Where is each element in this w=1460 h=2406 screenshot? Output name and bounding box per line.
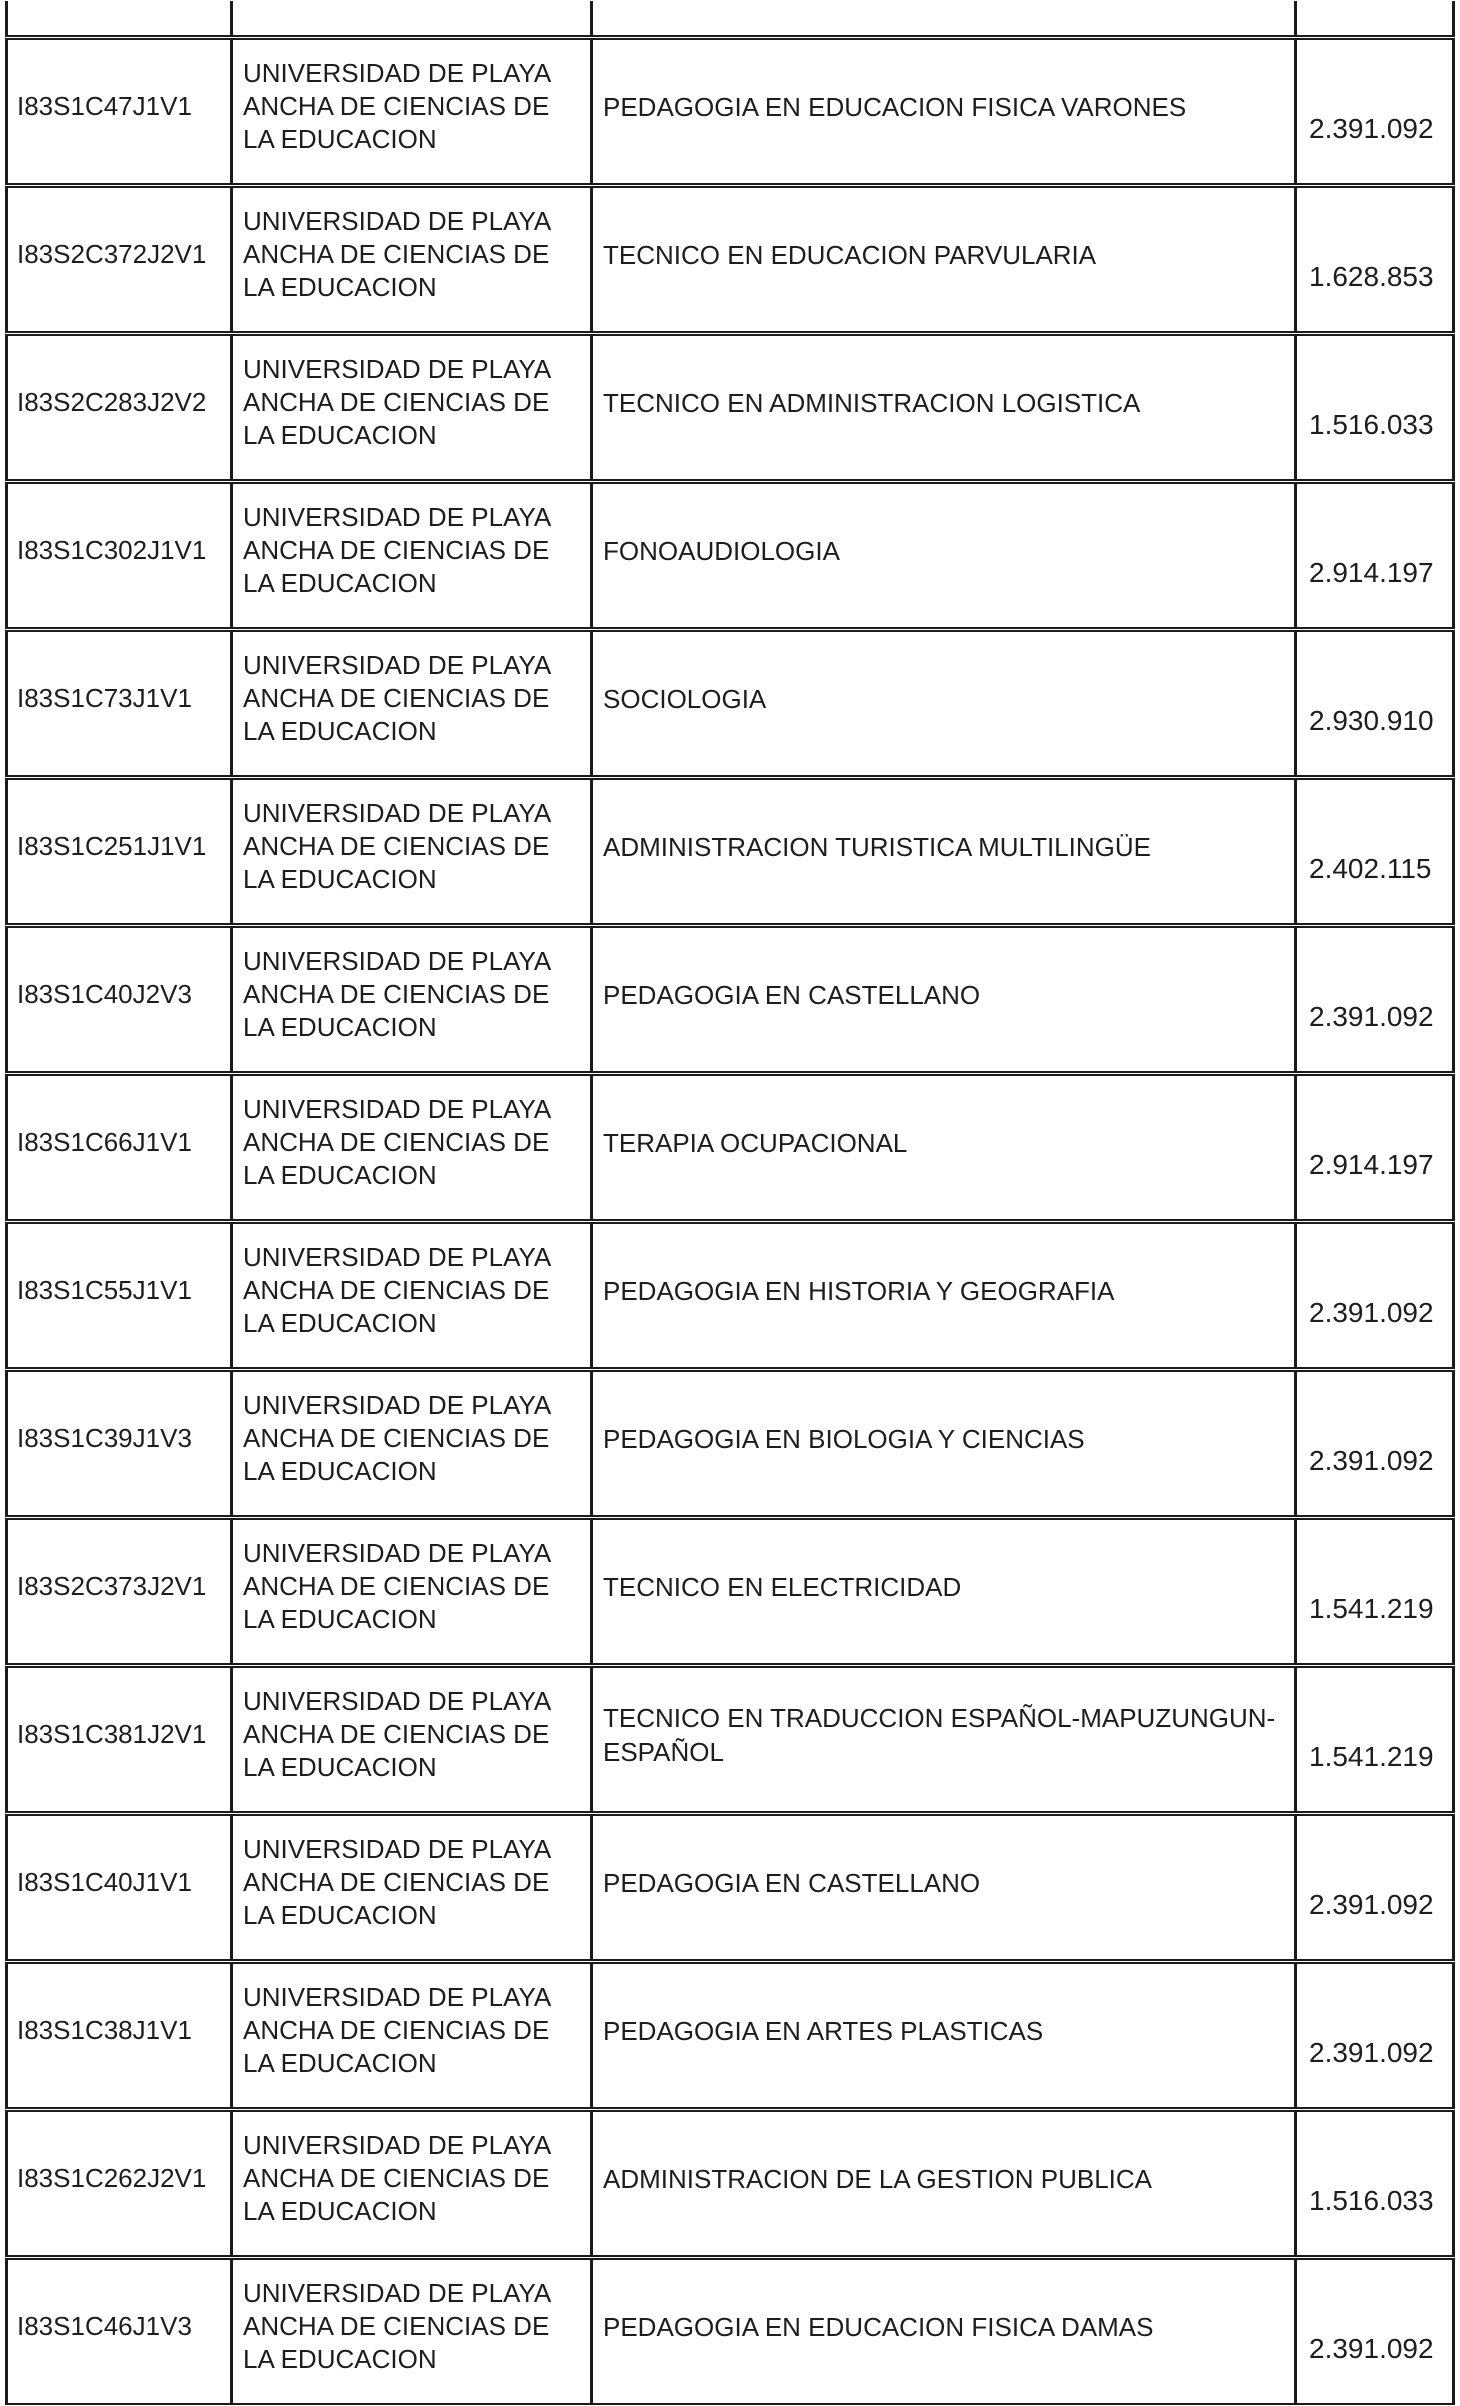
program-text: TERAPIA OCUPACIONAL bbox=[603, 1127, 908, 1158]
code-text: I83S1C40J1V1 bbox=[17, 1867, 192, 1897]
table-row bbox=[5, 1074, 1455, 1221]
amount-text: 1.541.219 bbox=[1309, 1592, 1434, 1624]
program-text: PEDAGOGIA EN CASTELLANO bbox=[603, 979, 981, 1010]
program-cell bbox=[590, 38, 1294, 185]
program-text: PEDAGOGIA EN EDUCACION FISICA DAMAS bbox=[603, 2311, 1154, 2342]
code-cell bbox=[5, 2110, 230, 2257]
amount-text: 1.516.033 bbox=[1309, 408, 1434, 440]
amount-cell bbox=[1294, 1074, 1455, 1221]
program-cell bbox=[590, 630, 1294, 777]
table-body bbox=[5, 1, 1455, 2405]
institution-cell bbox=[230, 926, 590, 1073]
code-text: I83S1C39J1V3 bbox=[17, 1423, 192, 1453]
program-cell bbox=[590, 1222, 1294, 1369]
institution-text: UNIVERSIDAD DE PLAYA ANCHA DE CIENCIAS DE LA EDUCACION bbox=[243, 206, 550, 302]
amount-cell bbox=[1294, 1814, 1455, 1961]
table-row bbox=[5, 1222, 1455, 1369]
code-cell bbox=[5, 38, 230, 185]
institution-text: UNIVERSIDAD DE PLAYA ANCHA DE CIENCIAS DE LA EDUCACION bbox=[243, 2130, 550, 2226]
amount-cell bbox=[1294, 38, 1455, 185]
amount-text: 2.391.092 bbox=[1309, 2332, 1434, 2364]
table-row bbox=[5, 334, 1455, 481]
program-cell bbox=[590, 1, 1294, 37]
amount-text: 2.391.092 bbox=[1309, 1000, 1434, 1032]
program-cell bbox=[590, 926, 1294, 1073]
amount-cell bbox=[1294, 1666, 1455, 1813]
program-text: PEDAGOGIA EN CASTELLANO bbox=[603, 1867, 981, 1898]
program-cell bbox=[590, 1962, 1294, 2109]
institution-cell bbox=[230, 482, 590, 629]
code-cell bbox=[5, 778, 230, 925]
code-text: I83S1C47J1V1 bbox=[17, 91, 192, 121]
institution-cell bbox=[230, 1518, 590, 1665]
table-row bbox=[5, 2258, 1455, 2405]
institution-cell bbox=[230, 1814, 590, 1961]
amount-cell bbox=[1294, 482, 1455, 629]
institution-text: UNIVERSIDAD DE PLAYA ANCHA DE CIENCIAS DE LA EDUCACION bbox=[243, 1538, 550, 1634]
code-text: I83S1C381J2V1 bbox=[17, 1719, 207, 1749]
institution-text: UNIVERSIDAD DE PLAYA ANCHA DE CIENCIAS DE LA EDUCACION bbox=[243, 58, 550, 154]
institution-cell bbox=[230, 630, 590, 777]
table-row bbox=[5, 38, 1455, 185]
amount-text: 2.402.115 bbox=[1309, 852, 1432, 884]
amount-cell bbox=[1294, 926, 1455, 1073]
code-text: I83S1C38J1V1 bbox=[17, 2015, 192, 2045]
program-cell bbox=[590, 1370, 1294, 1517]
amount-text: 2.914.197 bbox=[1309, 556, 1434, 588]
program-text: PEDAGOGIA EN ARTES PLASTICAS bbox=[603, 2015, 1044, 2046]
arancel-table bbox=[5, 0, 1455, 2406]
program-cell bbox=[590, 2258, 1294, 2405]
code-text: I83S2C283J2V2 bbox=[17, 387, 207, 417]
institution-text: UNIVERSIDAD DE PLAYA ANCHA DE CIENCIAS DE LA EDUCACION bbox=[243, 2278, 550, 2374]
program-text: TECNICO EN EDUCACION PARVULARIA bbox=[603, 239, 1097, 270]
amount-text: 2.930.910 bbox=[1309, 704, 1434, 736]
institution-cell bbox=[230, 1222, 590, 1369]
amount-cell bbox=[1294, 2110, 1455, 2257]
institution-cell bbox=[230, 1370, 590, 1517]
institution-cell bbox=[230, 1074, 590, 1221]
code-cell bbox=[5, 1222, 230, 1369]
institution-cell bbox=[230, 2110, 590, 2257]
amount-text: 2.391.092 bbox=[1309, 1296, 1434, 1328]
amount-text: 2.914.197 bbox=[1309, 1148, 1434, 1180]
amount-cell bbox=[1294, 1370, 1455, 1517]
institution-text: UNIVERSIDAD DE PLAYA ANCHA DE CIENCIAS DE LA EDUCACION bbox=[243, 354, 550, 450]
program-cell bbox=[590, 334, 1294, 481]
program-text: ADMINISTRACION DE LA GESTION PUBLICA bbox=[603, 2163, 1152, 2194]
program-cell bbox=[590, 1814, 1294, 1961]
table-row-partial bbox=[5, 1, 1455, 37]
program-cell bbox=[590, 1518, 1294, 1665]
amount-cell bbox=[1294, 1518, 1455, 1665]
code-cell bbox=[5, 1518, 230, 1665]
code-cell bbox=[5, 926, 230, 1073]
program-cell bbox=[590, 186, 1294, 333]
amount-text: 1.516.033 bbox=[1309, 2184, 1434, 2216]
institution-cell bbox=[230, 1666, 590, 1813]
institution-cell bbox=[230, 2258, 590, 2405]
table-row bbox=[5, 1518, 1455, 1665]
table-row bbox=[5, 186, 1455, 333]
table-row bbox=[5, 482, 1455, 629]
code-cell bbox=[5, 1, 230, 37]
program-text: SOCIOLOGIA bbox=[603, 683, 767, 714]
table-row bbox=[5, 630, 1455, 777]
code-text: I83S2C372J2V1 bbox=[17, 239, 207, 269]
institution-text: UNIVERSIDAD DE PLAYA ANCHA DE CIENCIAS DE LA EDUCACION bbox=[243, 502, 550, 598]
institution-cell bbox=[230, 1, 590, 37]
institution-cell bbox=[230, 38, 590, 185]
table-row bbox=[5, 926, 1455, 1073]
program-text: ADMINISTRACION TURISTICA MULTILINGÜE bbox=[603, 831, 1151, 862]
table-row bbox=[5, 1962, 1455, 2109]
code-text: I83S1C302J1V1 bbox=[17, 535, 207, 565]
institution-cell bbox=[230, 1962, 590, 2109]
amount-text: 2.391.092 bbox=[1309, 1888, 1434, 1920]
program-cell bbox=[590, 1074, 1294, 1221]
code-cell bbox=[5, 1814, 230, 1961]
code-text: I83S1C262J2V1 bbox=[17, 2163, 207, 2193]
code-text: I83S1C40J2V3 bbox=[17, 979, 192, 1009]
program-text: TECNICO EN ADMINISTRACION LOGISTICA bbox=[603, 387, 1141, 418]
program-text: PEDAGOGIA EN BIOLOGIA Y CIENCIAS bbox=[603, 1423, 1085, 1454]
program-cell bbox=[590, 2110, 1294, 2257]
code-text: I83S1C66J1V1 bbox=[17, 1127, 192, 1157]
program-text: PEDAGOGIA EN EDUCACION FISICA VARONES bbox=[603, 91, 1187, 122]
institution-text: UNIVERSIDAD DE PLAYA ANCHA DE CIENCIAS DE LA EDUCACION bbox=[243, 946, 550, 1042]
code-text: I83S1C73J1V1 bbox=[17, 683, 192, 713]
table-row bbox=[5, 778, 1455, 925]
amount-cell bbox=[1294, 1, 1455, 37]
institution-text: UNIVERSIDAD DE PLAYA ANCHA DE CIENCIAS DE LA EDUCACION bbox=[243, 1094, 550, 1190]
institution-cell bbox=[230, 334, 590, 481]
institution-text: UNIVERSIDAD DE PLAYA ANCHA DE CIENCIAS DE LA EDUCACION bbox=[243, 1982, 550, 2078]
institution-text: UNIVERSIDAD DE PLAYA ANCHA DE CIENCIAS DE LA EDUCACION bbox=[243, 650, 550, 746]
code-text: I83S1C251J1V1 bbox=[17, 831, 207, 861]
program-text: TECNICO EN TRADUCCION ESPAÑOL-MAPUZUNGUN-ESPAÑOL bbox=[603, 1702, 1276, 1767]
amount-cell bbox=[1294, 334, 1455, 481]
code-text: I83S1C46J1V3 bbox=[17, 2311, 192, 2341]
program-cell bbox=[590, 778, 1294, 925]
program-text: PEDAGOGIA EN HISTORIA Y GEOGRAFIA bbox=[603, 1275, 1115, 1306]
program-cell bbox=[590, 482, 1294, 629]
institution-text: UNIVERSIDAD DE PLAYA ANCHA DE CIENCIAS DE LA EDUCACION bbox=[243, 1686, 550, 1782]
table-row bbox=[5, 1814, 1455, 1961]
code-text: I83S1C55J1V1 bbox=[17, 1275, 192, 1305]
institution-cell bbox=[230, 186, 590, 333]
code-cell bbox=[5, 2258, 230, 2405]
institution-cell bbox=[230, 778, 590, 925]
amount-cell bbox=[1294, 1962, 1455, 2109]
program-text: FONOAUDIOLOGIA bbox=[603, 535, 840, 566]
amount-text: 2.391.092 bbox=[1309, 1444, 1434, 1476]
code-cell bbox=[5, 186, 230, 333]
code-cell bbox=[5, 1666, 230, 1813]
amount-cell bbox=[1294, 2258, 1455, 2405]
code-cell bbox=[5, 334, 230, 481]
program-text: TECNICO EN ELECTRICIDAD bbox=[603, 1571, 962, 1602]
amount-cell bbox=[1294, 778, 1455, 925]
code-cell bbox=[5, 1074, 230, 1221]
code-text: I83S2C373J2V1 bbox=[17, 1571, 207, 1601]
amount-cell bbox=[1294, 1222, 1455, 1369]
code-cell bbox=[5, 482, 230, 629]
institution-text: UNIVERSIDAD DE PLAYA ANCHA DE CIENCIAS DE LA EDUCACION bbox=[243, 1242, 550, 1338]
amount-cell bbox=[1294, 630, 1455, 777]
table-row bbox=[5, 1666, 1455, 1813]
code-cell bbox=[5, 1962, 230, 2109]
institution-text: UNIVERSIDAD DE PLAYA ANCHA DE CIENCIAS DE LA EDUCACION bbox=[243, 1390, 550, 1486]
code-cell bbox=[5, 630, 230, 777]
amount-text: 2.391.092 bbox=[1309, 2036, 1434, 2068]
table-row bbox=[5, 1370, 1455, 1517]
amount-text: 1.541.219 bbox=[1309, 1740, 1434, 1772]
institution-text: UNIVERSIDAD DE PLAYA ANCHA DE CIENCIAS DE LA EDUCACION bbox=[243, 1834, 550, 1930]
code-cell bbox=[5, 1370, 230, 1517]
amount-cell bbox=[1294, 186, 1455, 333]
program-cell bbox=[590, 1666, 1294, 1813]
amount-text: 1.628.853 bbox=[1309, 260, 1434, 292]
amount-text: 2.391.092 bbox=[1309, 112, 1434, 144]
table-row bbox=[5, 2110, 1455, 2257]
institution-text: UNIVERSIDAD DE PLAYA ANCHA DE CIENCIAS DE LA EDUCACION bbox=[243, 798, 550, 894]
